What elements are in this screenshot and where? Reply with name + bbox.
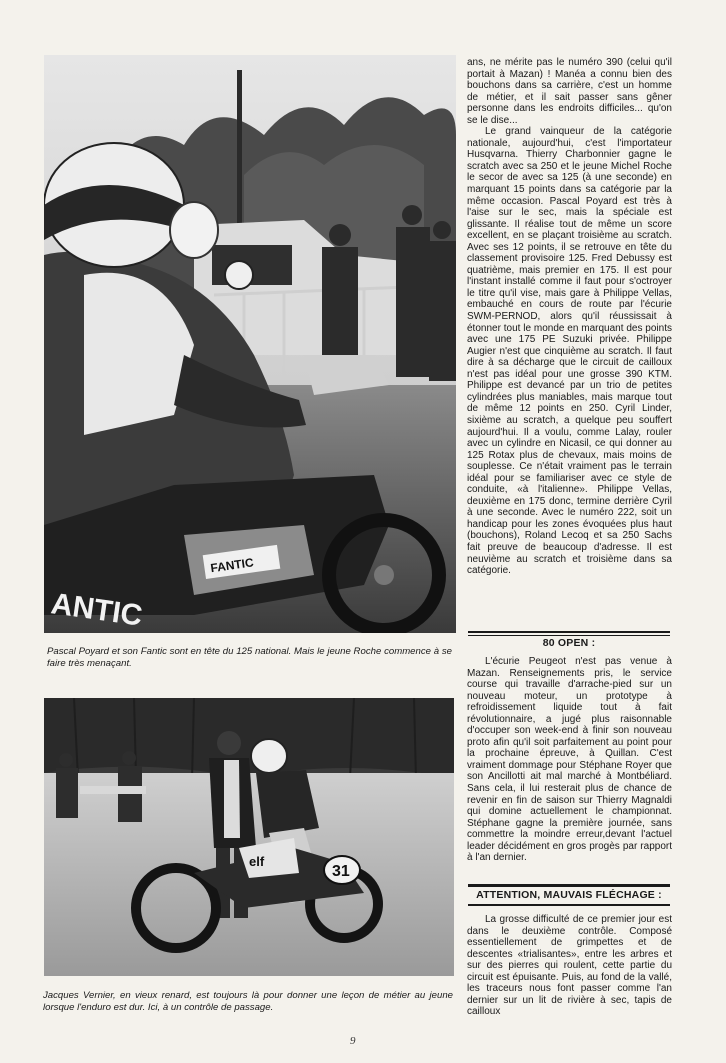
bike-sticker: elf (249, 854, 265, 869)
heading-rule (468, 635, 670, 636)
caption-photo2: Jacques Vernier, en vieux renard, est toujours là pour donner une leçon de métier au jeune lorsque l'enduro est dur. Ici, à un contrôle de passage. (43, 990, 453, 1013)
caption-photo1: Pascal Poyard et son Fantic sont en tête du 125 national. Mais le jeune Roche commence à se faire très menaçant. (47, 646, 452, 669)
sign-text: FANTIC (209, 555, 255, 576)
section-heading-flechage-text: ATTENTION, MAUVAIS FLÉCHAGE : (476, 889, 662, 901)
section-heading-80-open-text: 80 OPEN : (542, 637, 596, 649)
photo-rider-fantic (44, 55, 456, 633)
article-intro: ans, ne mérite pas le numéro 390 (celui qu'il portait à Mazan) ! Manéa a connu bien des bouchons dans sa carrière, c'est un homme de métier, et il sait passer sans gêner personne dans les endroits difficiles... qu'on se le dise... (467, 57, 672, 126)
article-paragraph-open: L'écurie Peugeot n'est pas venue à Mazan. Renseignements pris, le service course qui travaille d'arrache-pied sur un nouveau moteur, un prototype à refroidissement liquide tout à fait révolutionnaire, a jugé plus raisonnable d'occuper son week-end à finir son nouveau proto afin qu'il soit parfaitement au point pour la prochaine épreuve, à Quillan. C'est vraiment dommage pour Stéphane Royer que son Ancillotti ait mal marché à Montbéliard. Sans cela, il lui resterait plus de chance de revenir en fin de saison sur Thierry Magnaldi qui domine actuellement le championnat. Stéphane gagne la première journée, sans commettre la moindre erreur,devant l'actuel leader décidément en gros progès par rapport à l'an dernier. (467, 656, 672, 864)
page-number: 9 (350, 1035, 356, 1047)
jersey-text: ANTIC (49, 587, 145, 633)
article-column-top (467, 57, 672, 577)
photo-rider-fantic-image (44, 55, 456, 633)
photo-jacques-vernier (44, 698, 454, 976)
photo-jacques-vernier-image (44, 698, 454, 976)
article-column-bottom (467, 914, 672, 1018)
section-heading-flechage (468, 884, 670, 905)
section-heading-80-open (468, 631, 670, 651)
heading-bar-top (468, 884, 670, 887)
heading-bar-bottom (468, 904, 670, 906)
article-paragraph-flechage: La grosse difficulté de ce premier jour est dans le deuxième contrôle. Composé essentiellement de grimpettes et de descentes «trialisantes», entre les arbres et sur des pierres qui roulent, cette partie du circuit est épuisante. Puis, au fond de la vallé, les traceurs nous font passer comme l'an dernier sur un lit de rivière à sec, tapis de cailloux (467, 914, 672, 1018)
number-plate: 31 (332, 863, 350, 880)
article-column-middle (467, 656, 672, 864)
article-paragraph-national: Le grand vainqueur de la catégorie nationale, aujourd'hui, c'est l'importateur Husqvarna. Thierry Charbonnier gagne le scratch avec sa 250 et le jeune Michel Roche le secor de avec sa 125 (à une seconde) en marquant 15 points dans sa catégorie par la même occasion. Pascal Poyard est très à l'aise sur le sec, mais la spéciale est glissante. Il réalise tout de même un score excellent, en se plaçant troisième au scratch. Avec ses 12 points, il se retrouve en tête du classement provisoire 125. Fred Debussy est quatrième, mais premier en 175. Il est pour l'instant installé comme il faut pour s'octroyer le titre qu'il vise, mais gare à Philippe Vellas, embauché en cours de route par l'écurie SWM-PERNOD, alors qu'il réussissait à étonner tout le monde en marquant des points avec une 175 PE Suzuki privée. Philippe Augier n'est que cinquième au scratch. Il faut dire à sa décharge que le circuit de cailloux n'est pas idéal pour une grosse 390 KTM. Philippe est devancé par un trio de petites cylindrées plus maniables, mais marque tout de même 12 points en 250. Cyril Linder, sixième au scratch, a quelque peu souffert aujourd'hui. Il a voulu, comme Lalay, rouler avec un cylindre en Nicasil, ce qui donner au 125 Rotax plus de chevaux, mais moins de souplesse. Ce n'était vraiment pas le terrain idéal pour se familiariser avec ce style de conduite, «à l'italienne». Philippe Vellas, deuxième en 175 donc, termine derrière Cyril à une seconde. Avec le numéro 222, soit un handicap pour les zones évoquées plus haut (bouchons), Roland Lecoq et sa 250 Sachs fait preuve de beaucoup d'adresse. Il est neuvième au scratch et troisième dans sa catégorie. (467, 126, 672, 577)
